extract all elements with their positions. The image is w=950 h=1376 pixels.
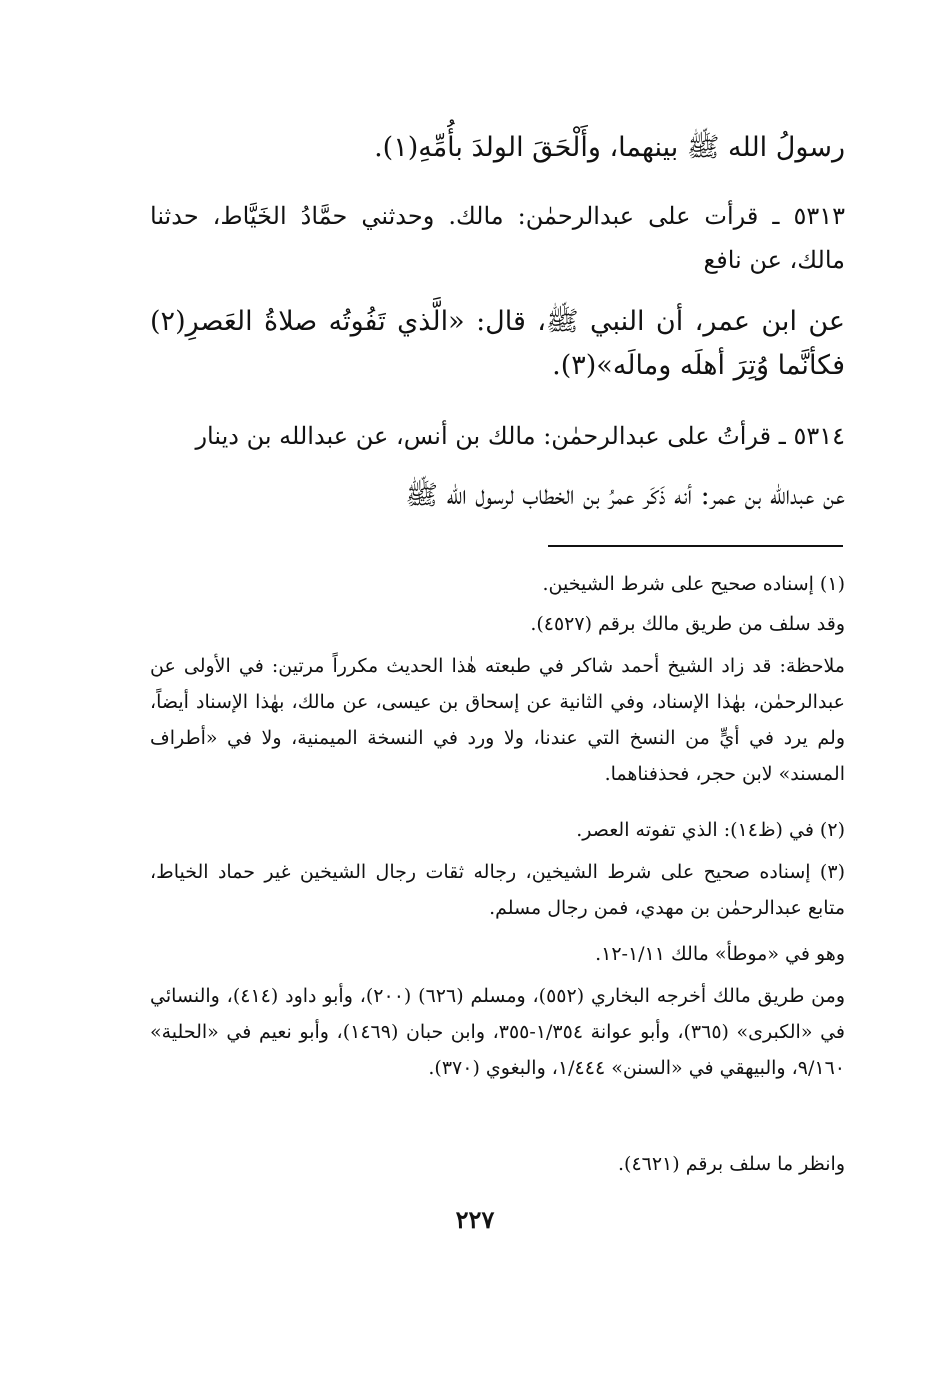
hadith-5313-isnad: ٥٣١٣ ـ قرأت على عبدالرحمٰن: مالك. وحدثني حمَّادُ الخَيَّاط، حدثنا مالك، عن نافع (150, 202, 845, 274)
hadith-5314-isnad: ٥٣١٤ ـ قرأتُ على عبدالرحمٰن: مالك بن أنس، عن عبدالله بن دينار (195, 422, 845, 450)
hadith-5314-matn: عن عبدالله بن عمر: أنه ذَكَر عمرُ بن الخطاب لرسول الله ﷺ (405, 480, 845, 511)
footnote-2: (٢) في (ظ١٤): الذي تفوته العصر. (576, 819, 845, 841)
main-text-line-1: رسولُ الله ﷺ بينهما، وأَلْحَقَ الولدَ بأُمِّهِ(١). (374, 132, 845, 163)
footnote-1: (١) إسناده صحيح على شرط الشيخين. (542, 573, 845, 595)
page-number: ٢٢٧ (455, 1205, 495, 1234)
footnote-separator (548, 545, 843, 547)
footnote-3: (٣) إسناده صحيح على شرط الشيخين، رجاله ثقات رجال الشيخين غير حماد الخياط، متابع عبدالرحمٰن بن مهدي، فمن رجال مسلم. (150, 861, 845, 919)
footnote-3-see-also: وانظر ما سلف برقم (٤٦٢١). (617, 1153, 845, 1175)
footnote-1-reference: وقد سلف من طريق مالك برقم (٤٥٢٧). (530, 613, 845, 635)
footnote-3-takhrij: ومن طريق مالك أخرجه البخاري (٥٥٢)، ومسلم (٦٢٦) (٢٠٠)، وأبو داود (٤١٤)، والنسائي في «الكبرى» (٣٦٥)، وأبو عوانة ١/٣٥٤-٣٥٥، وابن حبان (١٤٦٩)، وأبو نعيم في «الحلية» ٩/١٦٠، والبيهقي في «السنن» ١/٤٤٤، والبغوي (٣٧٠). (150, 985, 845, 1079)
footnote-1-remark: ملاحظة: قد زاد الشيخ أحمد شاكر في طبعته هٰذا الحديث مكرراً مرتين: في الأولى عن عبدالرحمٰن، بهٰذا الإسناد، وفي الثانية عن إسحاق بن عيسى، عن مالك، بهٰذا الإسناد أيضاً، ولم يرد في أيٍّ من النسخ التي عندنا، ولا ورد في النسخة الميمنية، ولا في «أطراف المسند» لابن حجر، فحذفناهما. (150, 655, 845, 785)
hadith-5313-matn: عن ابن عمر، أن النبي ﷺ، قال: «الَّذي تَفُوتُه صلاةُ العَصرِ(٢) فكأنَّما وُتِرَ أهلَه ومالَه»(٣). (150, 306, 845, 381)
footnote-3-muwatta: وهو في «موطأ» مالك ١/١١-١٢. (595, 943, 845, 965)
